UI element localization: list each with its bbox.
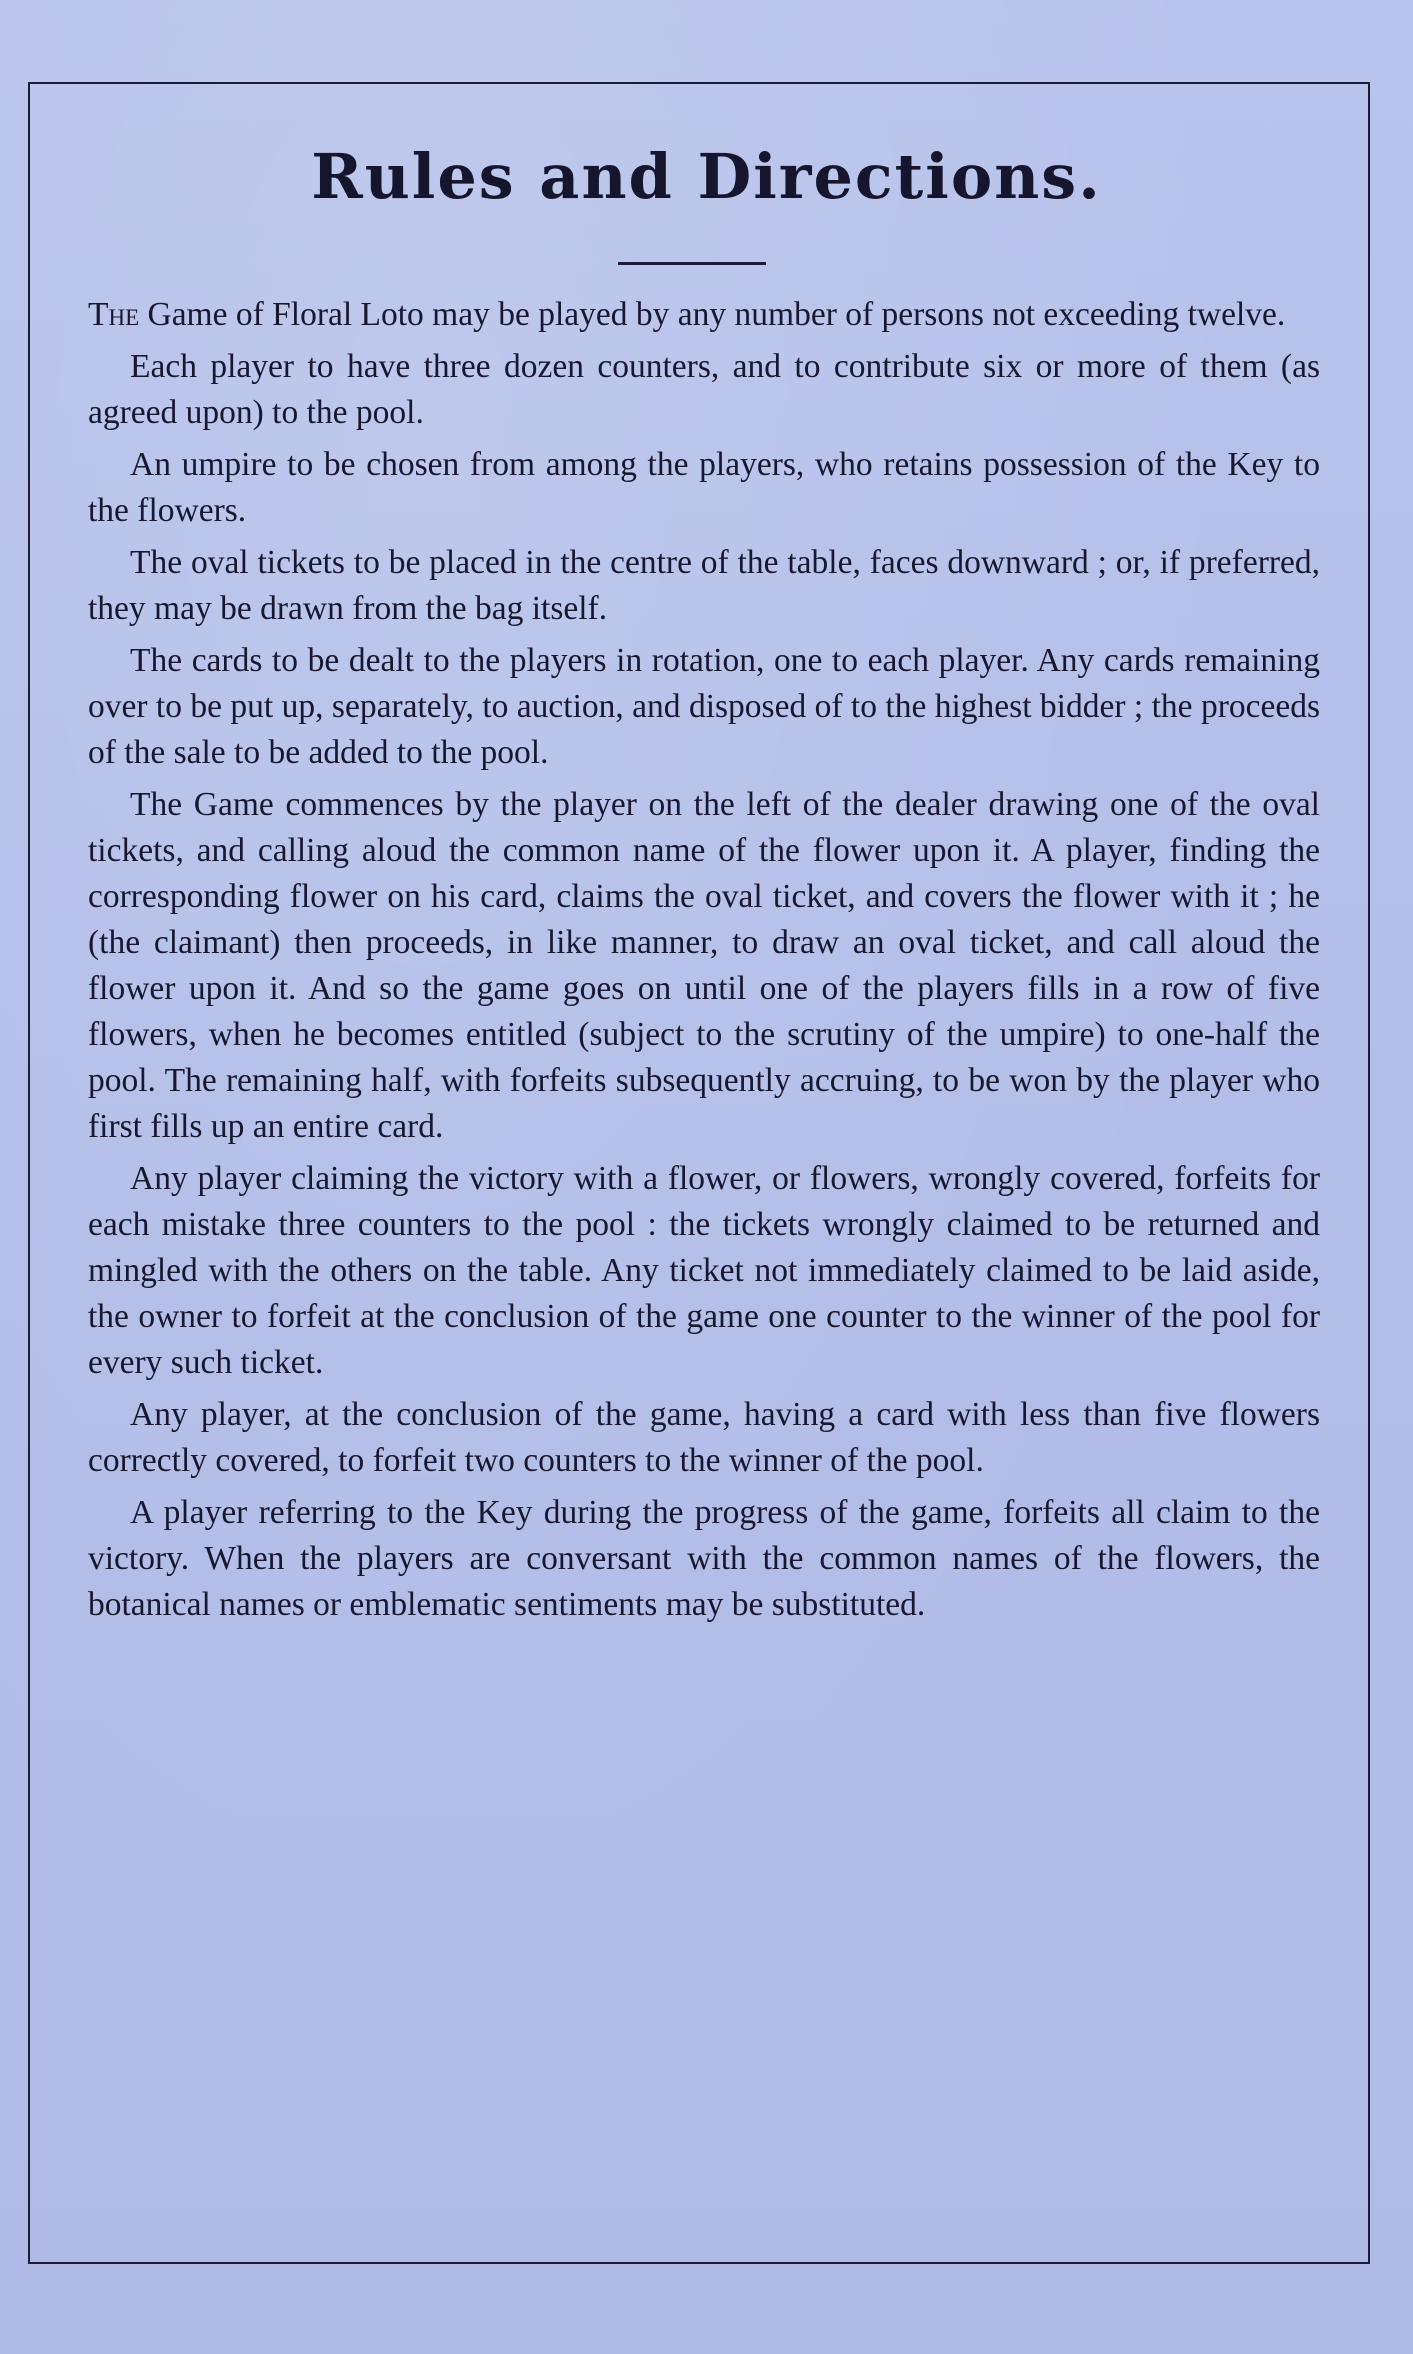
rules-paragraph-7: Any player claiming the victory with a flower, or flowers, wrongly covered, forfeits for each mistake three counters to the pool : the tickets wrongly claimed to be returned and mingled with the others on the table. Any ticket not immediately claimed to be laid aside, the owner to forfeit at the conclusion of the game one counter to the winner of the pool for every such ticket. [88,1160,1320,1381]
rules-paragraph-3: An umpire to be chosen from among the players, who retains possession of the Key to the flowers. [88,446,1320,529]
page-title: Rules and Directions. [311,140,1102,213]
title-underline-rule [618,262,766,265]
rules-paragraph-4: The oval tickets to be placed in the centre of the table, faces downward ; or, if preferred, they may be drawn from the bag itself. [88,544,1320,627]
rules-paragraph-6: The Game commences by the player on the left of the dealer drawing one of the oval tickets, and calling aloud the common name of the flower upon it. A player, finding the corresponding flower on his card, claims the oval ticket, and covers the flower with it ; he (the claimant) then proceeds, in like manner, to draw an oval ticket, and call aloud the flower upon it. And so the game goes on until one of the players fills in a row of five flowers, when he becomes entitled (subject to the scrutiny of the umpire) to one-half the pool. The remaining half, with forfeits subsequently accruing, to be won by the player who first fills up an entire card. [88,786,1320,1145]
rules-paragraph-1 [88,292,1320,338]
rules-paragraph-9: A player referring to the Key during the progress of the game, forfeits all claim to the victory. When the players are conversant with the common names of the flowers, the botanical names or emblematic sentiments may be substituted. [88,1494,1320,1623]
paragraph-text: Game of Floral Loto may be played by any number of persons not exceeding twelve. [139,296,1286,333]
rules-paragraph-2: Each player to have three dozen counters, and to contribute six or more of them (as agreed upon) to the pool. [88,348,1320,431]
rules-text-block [88,292,1320,1634]
rules-paragraph-5: The cards to be dealt to the players in rotation, one to each player. Any cards remaining over to be put up, separately, to auction, and disposed of to the highest bidder ; the proceeds of the sale to be added to the pool. [88,642,1320,771]
paragraph-lead-word: The [88,296,140,333]
rules-paragraph-8: Any player, at the conclusion of the game, having a card with less than five flowers correctly covered, to forfeit two counters to the winner of the pool. [88,1396,1320,1479]
